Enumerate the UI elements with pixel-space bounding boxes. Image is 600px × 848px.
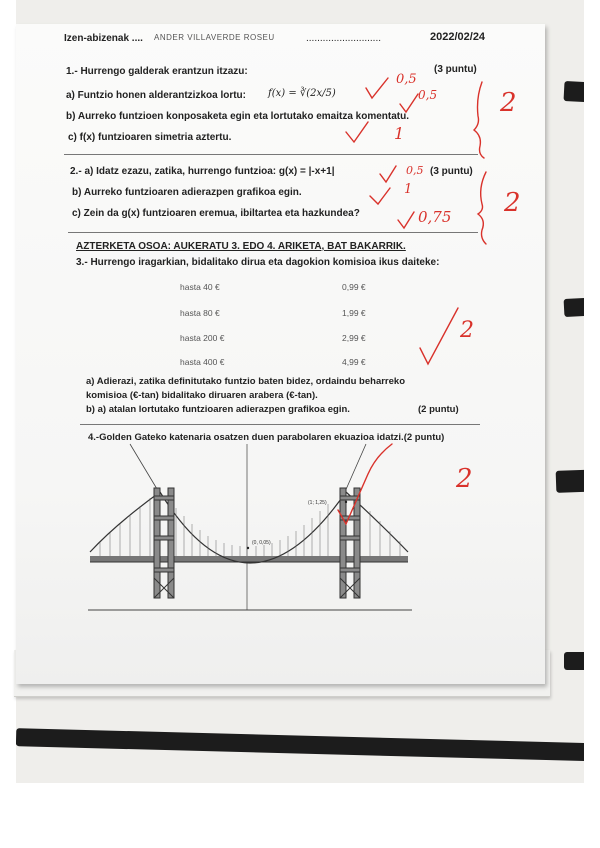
grade-q2b: 1 [404,182,413,197]
check-mark-icon [346,122,368,142]
section-heading: AZTERKETA OSOA: AUKERATU 3. EDO 4. ARIKETA, BAT BAKARRIK. [76,241,406,252]
grade-q1a: 0,5 [396,72,417,87]
exam-date: 2022/02/24 [430,31,486,43]
grade-q3-total: 2 [460,318,474,343]
point-label-top: (1; 1,25) [308,500,327,506]
check-mark-icon [400,94,418,112]
fabric-stripe [564,81,584,103]
table-row-range: hasta 200 € [180,333,225,343]
q1-points: (3 puntu) [434,64,477,75]
red-grading-marks [16,24,545,684]
fabric-stripe [16,728,584,762]
fabric-stripe [556,469,584,493]
grade-q1-total: 2 [500,88,517,118]
exam-sheet [16,24,545,684]
q4-title: 4.-Golden Gateko katenaria osatzen duen parabolaren ekuazioa idatzi.(2 puntu) [88,432,445,443]
table-row-range: hasta 80 € [180,308,220,318]
student-name: ANDER VILLAVERDE ROSEU [154,33,275,42]
table-row-range: hasta 400 € [180,357,225,367]
q1-b: b) Aurreko funtzioen konposaketa egin eta lortutako emaitza komentatu. [66,111,410,122]
grade-q1c: 1 [394,124,405,143]
name-dots: ........................... [306,33,382,44]
q3-title: 3.- Hurrengo iragarkian, bidalitako dirua eta dagokion komisioa ikus daiteke: [76,257,440,268]
q2-b: b) Aurreko funtzioaren adierazpen grafikoa egin. [72,187,302,198]
grade-q2c: 0,75 [418,208,452,226]
q1-a: a) Funtzio honen alderantzizkoa lortu: [66,90,246,101]
table-row-fee: 2,99 € [342,333,366,343]
q1-title: 1.- Hurrengo galderak erantzun itzazu: [66,66,248,77]
check-mark-icon [370,188,390,204]
check-mark-icon [338,444,392,524]
q3-points: (2 puntu) [418,404,459,415]
table-row-fee: 0,99 € [342,282,366,292]
point-label-mid: (0, 0,05) [252,540,271,546]
q2-title: 2.- a) Idatz ezazu, zatika, hurrengo funtzioa: g(x) = |-x+1| [70,166,335,177]
table-row-fee: 4,99 € [342,357,366,367]
grade-q1b: 0,5 [418,88,438,102]
table-row-range: hasta 40 € [180,282,220,292]
check-mark-icon [420,308,458,364]
brace-icon [474,82,484,158]
fabric-stripe [564,652,584,670]
q1-c: c) f(x) funtzioaren simetria aztertu. [68,132,232,143]
q2-c: c) Zein da g(x) funtzioaren eremua, ibiltartea eta hazkundea? [72,208,360,219]
q3-a-line2: komisioa (€-tan) bidalitako diruaren arabera (€-tan). [86,390,318,401]
brace-icon [478,172,486,244]
check-mark-icon [366,78,388,98]
grade-q4-total: 2 [456,464,473,494]
fabric-stripe [564,297,584,317]
check-mark-icon [380,166,396,182]
table-row-fee: 1,99 € [342,308,366,318]
q2-points: (3 puntu) [430,166,473,177]
name-label: Izen-abizenak .... [64,33,143,44]
q3-b: b) a) atalan lortutako funtzioaren adierazpen grafikoa egin. [86,404,350,415]
q3-a-line1: a) Adierazi, zatika definitutako funtzio baten bidez, ordaindu beharreko [86,376,405,387]
grade-q2a: 0,5 [406,164,424,177]
grade-q2-total: 2 [504,188,521,218]
check-mark-icon [398,212,414,228]
q1-formula: f(x) = ∛(2x/5) [268,88,336,99]
